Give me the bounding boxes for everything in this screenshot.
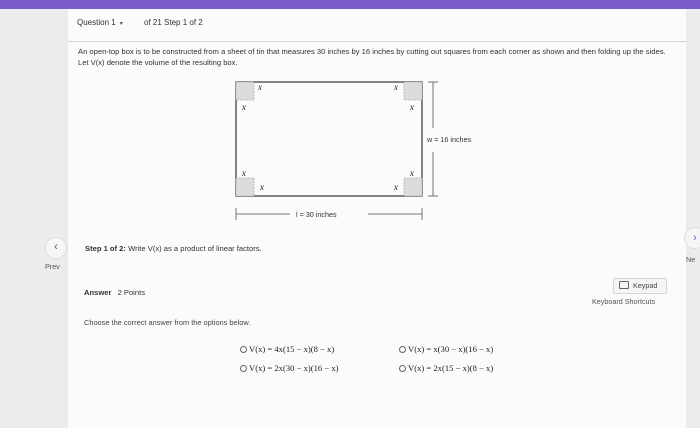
prev-button[interactable] [45, 237, 67, 259]
answer-option[interactable] [399, 344, 493, 354]
chevron-right-icon: › [693, 232, 697, 244]
corner-label: x [394, 82, 398, 92]
radio-button[interactable] [240, 365, 247, 372]
chevron-down-icon: ▾ [119, 21, 123, 27]
box-diagram [228, 76, 498, 226]
radio-button[interactable] [399, 365, 406, 372]
keypad-label: Keypad [633, 281, 658, 290]
step-counter: of 21 Step 1 of 2 [144, 18, 203, 27]
length-label: l = 30 inches [296, 210, 337, 219]
answer-label: Answer [84, 288, 112, 297]
question-dropdown-label: Question 1 [77, 18, 116, 27]
next-button[interactable] [684, 227, 700, 249]
header-divider [68, 41, 686, 42]
keyboard-shortcuts-link[interactable]: Keyboard Shortcuts [592, 297, 656, 306]
corner-label: x [410, 102, 414, 112]
next-label[interactable]: Ne [686, 255, 696, 264]
radio-button[interactable] [240, 346, 247, 353]
chevron-left-icon: ‹ [54, 241, 58, 253]
choose-instruction: Choose the correct answer from the options below. [84, 318, 251, 327]
problem-statement: An open-top box is to be constructed from a sheet of tin that measures 30 inches by 16 inches by cutting out squares from each corner as shown and then folding up the sides. Let V(x) denote the volume of the resulting box. [78, 47, 666, 67]
answer-option[interactable] [240, 363, 338, 373]
question-dropdown[interactable] [77, 18, 123, 27]
radio-button[interactable] [399, 346, 406, 353]
answer-option[interactable] [399, 363, 493, 373]
corner-label: x [410, 168, 414, 178]
option-text: V(x) = 2x(30 − x)(16 − x) [249, 363, 339, 373]
option-text: V(x) = 4x(15 − x)(8 − x) [249, 344, 335, 354]
step-instruction [85, 244, 262, 253]
corner-label: x [258, 82, 262, 92]
step-text: Write V(x) as a product of linear factors. [128, 244, 262, 253]
keyboard-icon [619, 281, 629, 289]
option-text: V(x) = 2x(15 − x)(8 − x) [408, 363, 494, 373]
option-text: V(x) = x(30 − x)(16 − x) [408, 344, 494, 354]
answer-points: 2 Points [117, 288, 146, 297]
answer-header [84, 288, 145, 297]
top-accent-bar [0, 0, 700, 9]
right-gutter [686, 9, 700, 428]
corner-label: x [242, 168, 246, 178]
step-prefix: Step 1 of 2: [85, 244, 126, 253]
prev-label[interactable]: Prev [45, 262, 60, 271]
answer-option[interactable] [240, 344, 334, 354]
diagram-figure [228, 76, 498, 226]
corner-label: x [260, 182, 264, 192]
corner-label: x [242, 102, 246, 112]
corner-label: x [394, 182, 398, 192]
left-gutter [0, 9, 68, 428]
keypad-button[interactable] [613, 278, 667, 294]
width-label: w = 16 inches [427, 135, 472, 144]
